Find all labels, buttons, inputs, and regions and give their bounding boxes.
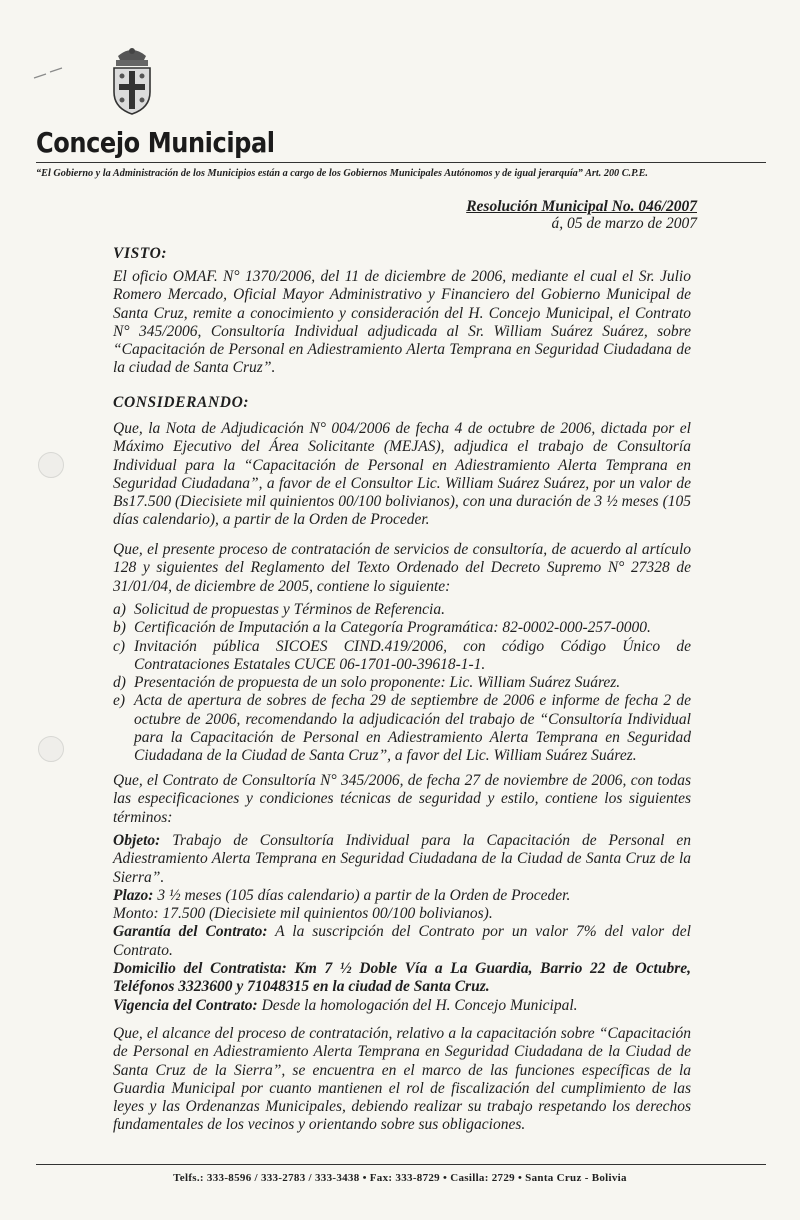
requirements-list <box>113 601 691 766</box>
list-item: c) Invitación pública SICOES CIND.419/2006, con código Código Único de Contrataciones Estatales CUCE 06-1701-00-39618-1-1. <box>113 637 691 673</box>
term-vigencia: Vigencia del Contrato: Desde la homologación del H. Concejo Municipal. <box>113 996 578 1014</box>
institution-title: Concejo Municipal <box>36 126 275 159</box>
considerando-heading: CONSIDERANDO: <box>113 394 250 411</box>
resolution-date: á, 05 de marzo de 2007 <box>551 215 697 232</box>
term-garantia: Garantía del Contrato: A la suscripción del Contrato por un valor 7% del valor del Contrato. <box>113 923 691 959</box>
scan-mark <box>32 62 72 82</box>
footer-rule <box>36 1164 766 1165</box>
visto-heading: VISTO: <box>113 245 168 262</box>
considerando-paragraph-4: Que, el alcance del proceso de contratación, relativo a la capacitación sobre “Capacitación de Personal en Adiestramiento Alerta Temprana en Seguridad Ciudadana de la Ciudad de Santa Cruz de la Sierra”, se encuentra en el marco de las funciones específicas de la Guardia Municipal por cuanto mantienen el rol de fiscalización del cumplimiento de las leyes y las Ordenanzas Municipales, debiendo realizar su trabajo respetando los derechos fundamentales de los vecinos y orientando sobre sus obligaciones. <box>113 1025 691 1134</box>
list-item: a) Solicitud de propuestas y Términos de Referencia. <box>113 601 445 618</box>
coat-of-arms-logo <box>110 42 154 116</box>
considerando-paragraph-2: Que, el presente proceso de contratación de servicios de consultoría, de acuerdo al artículo 128 y siguientes del Reglamento del Texto Ordenado del Decreto Supremo N° 27328 de 31/01/04, de diciembre de 2005, contiene lo siguiente: <box>113 541 691 595</box>
term-plazo: Plazo: 3 ½ meses (105 días calendario) a partir de la Orden de Proceder. <box>113 886 571 904</box>
punch-hole <box>38 452 64 478</box>
list-item: d) Presentación de propuesta de un solo proponente: Lic. William Suárez Suárez. <box>113 674 621 692</box>
considerando-paragraph-3: Que, el Contrato de Consultoría N° 345/2006, de fecha 27 de noviembre de 2006, con todas las especificaciones y condiciones técnicas de seguridad y estilo, contiene los siguientes términos: <box>113 772 691 826</box>
contract-terms <box>113 832 691 1015</box>
resolution-number: Resolución Municipal No. 046/2007 <box>466 198 697 215</box>
list-item: b) Certificación de Imputación a la Categoría Programática: 82-0002-000-257-0000. <box>113 619 651 637</box>
header-tagline: “El Gobierno y la Administración de los Municipios están a cargo de los Gobiernos Municipales Autónomos y de igual jerarquía” Art. 200 C.P.E. <box>36 167 648 179</box>
header-rule <box>36 162 766 163</box>
term-objeto: Objeto: Trabajo de Consultoría Individual para la Capacitación de Personal en Adiestramiento Alerta Temprana en Seguridad Ciudadana de la Ciudad de Santa Cruz de la Sierra”. <box>113 832 691 886</box>
considerando-paragraph-1: Que, la Nota de Adjudicación N° 004/2006 de fecha 4 de octubre de 2006, dictada por el Máximo Ejecutivo del Área Solicitante (MEJAS), adjudica el trabajo de Consultoría Individual para la “Capacitación de Personal en Adiestramiento Alerta Temprana en Seguridad Ciudadana”, a favor de el Consultor Lic. William Suárez Suárez, por un valor de Bs17.500 (Diecisiete mil quinientos 00/100 bolivianos), con una duración de 3 ½ meses (105 días calendario), a partir de la Orden de Proceder. <box>113 420 691 529</box>
punch-hole <box>38 736 64 762</box>
term-monto: Monto: 17.500 (Diecisiete mil quinientos 00/100 bolivianos). <box>113 905 493 923</box>
footer-contact: Telfs.: 333-8596 / 333-2783 / 333-3438 • Fax: 333-8729 • Casilla: 2729 • Santa Cruz - Bolivia <box>173 1172 627 1184</box>
list-item: e) Acta de apertura de sobres de fecha 29 de septiembre de 2006 e informe de fecha 2 de octubre de 2006, recomendando la adjudicación del trabajo de “Consultoría Individual para la Capacitación de Personal en Adiestramiento Alerta Temprana en Seguridad Ciudadana de la Ciudad de Santa Cruz”, a favor del Lic. William Suárez Suárez. <box>113 692 691 765</box>
term-domicilio: Domicilio del Contratista: Km 7 ½ Doble Vía a La Guardia, Barrio 22 de Octubre, Teléfonos 3323600 y 71048315 en la ciudad de Santa Cruz. <box>113 960 691 996</box>
visto-paragraph: El oficio OMAF. N° 1370/2006, del 11 de diciembre de 2006, mediante el cual el Sr. Julio Romero Mercado, Oficial Mayor Administrativo y Financiero del Gobierno Municipal de Santa Cruz, remite a conocimiento y consideración del H. Concejo Municipal, el Contrato N° 345/2006, Consultoría Individual adjudicada al Sr. William Suárez Suárez, sobre “Capacitación de Personal en Adiestramiento Alerta Temprana en Seguridad Ciudadana de la ciudad de Santa Cruz”. <box>113 268 691 377</box>
